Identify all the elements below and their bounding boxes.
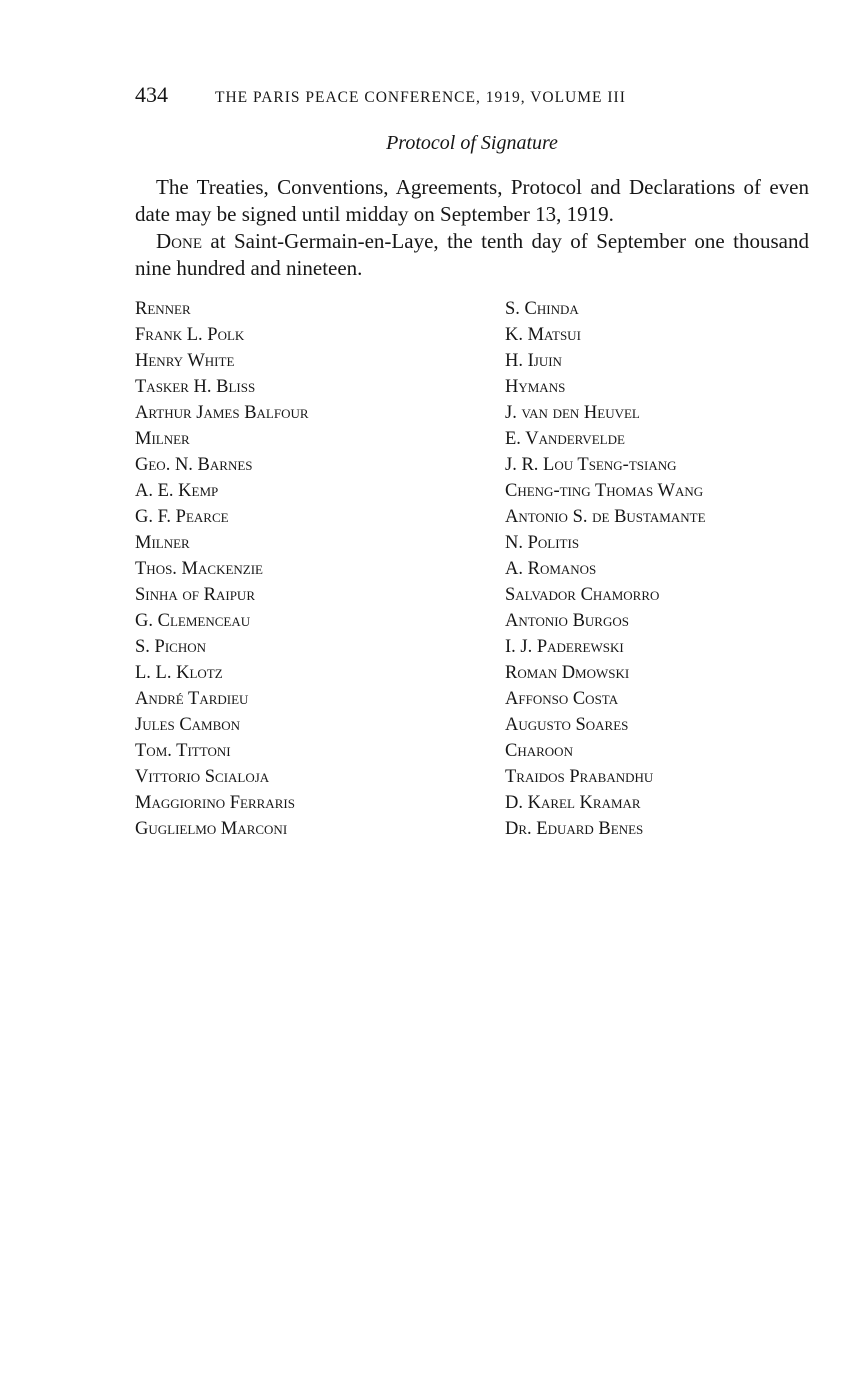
signatory-name: Salvador Chamorro <box>505 585 660 605</box>
signatory-name: Charoon <box>505 741 573 761</box>
signatory-name: Antonio S. de Bustamante <box>505 507 706 527</box>
signatory-name: Thos. Mackenzie <box>135 559 263 579</box>
signatory-name: Hymans <box>505 377 566 397</box>
signatory-name: H. Ijuin <box>505 351 562 371</box>
signatory-name: Milner <box>135 429 190 449</box>
signatory-name: Frank L. Polk <box>135 325 245 345</box>
signatory-name: A. Romanos <box>505 559 597 579</box>
signatory-name: Traidos Prabandhu <box>505 767 654 787</box>
signatory-name: Tom. Tittoni <box>135 741 231 761</box>
signatory-name: Cheng-ting Thomas Wang <box>505 481 704 501</box>
paragraph-done-at <box>135 228 809 282</box>
signatory-name: André Tardieu <box>135 689 249 709</box>
signatory-name: Maggiorino Ferraris <box>135 793 295 813</box>
signatory-name: Sinha of Raipur <box>135 585 255 605</box>
signatory-name: Arthur James Balfour <box>135 403 309 423</box>
signatory-name: Tasker H. Bliss <box>135 377 256 397</box>
signatory-name: Milner <box>135 533 190 553</box>
signatory-name: Jules Cambon <box>135 715 241 735</box>
signatory-name: Renner <box>135 299 191 319</box>
page-number: 434 <box>135 82 168 107</box>
signatory-name: Antonio Burgos <box>505 611 629 631</box>
signatory-name: J. R. Lou Tseng-tsiang <box>505 455 677 475</box>
signatory-name: Vittorio Scialoja <box>135 767 270 787</box>
body-text <box>135 174 809 282</box>
signatory-name: D. Karel Kramar <box>505 793 641 813</box>
signatory-name: L. L. Klotz <box>135 663 223 683</box>
signatory-name: Henry White <box>135 351 235 371</box>
document-page <box>135 82 809 842</box>
running-title: THE PARIS PEACE CONFERENCE, 1919, VOLUME III <box>215 89 626 106</box>
signatory-name: Augusto Soares <box>505 715 629 735</box>
signatory-name: S. Pichon <box>135 637 206 657</box>
done-at-text: at Saint-Germain-en-Laye, the tenth day of September one thousand nine hundred and nineteen. <box>135 229 809 280</box>
signatory-name: K. Matsui <box>505 325 581 345</box>
signatory-name: Roman Dmowski <box>505 663 630 683</box>
signatory-name: Dr. Eduard Benes <box>505 819 644 839</box>
signatory-name: I. J. Paderewski <box>505 637 624 657</box>
signatory-name: Affonso Costa <box>505 689 619 709</box>
signatory-name: E. Vandervelde <box>505 429 625 449</box>
section-title-text: Protocol of Signature <box>386 132 558 154</box>
signatories-list <box>135 296 809 842</box>
signatory-name: J. van den Heuvel <box>505 403 640 423</box>
signatories-right-column <box>505 296 809 842</box>
section-title <box>135 128 809 158</box>
signatory-name: N. Politis <box>505 533 580 553</box>
signatory-name: A. E. Kemp <box>135 481 219 501</box>
done-lead-word: Done <box>156 229 202 253</box>
signatory-name: Guglielmo Marconi <box>135 819 288 839</box>
signatory-name: S. Chinda <box>505 299 579 319</box>
running-header <box>135 82 809 116</box>
signatory-name: Geo. N. Barnes <box>135 455 253 475</box>
signatory-name: G. F. Pearce <box>135 507 229 527</box>
signatory-name: G. Clemenceau <box>135 611 251 631</box>
signatories-left-column <box>135 296 505 842</box>
paragraph-deadline: The Treaties, Conventions, Agreements, Protocol and Declarations of even date may be signed until midday on September 13, 1919. <box>135 175 809 226</box>
